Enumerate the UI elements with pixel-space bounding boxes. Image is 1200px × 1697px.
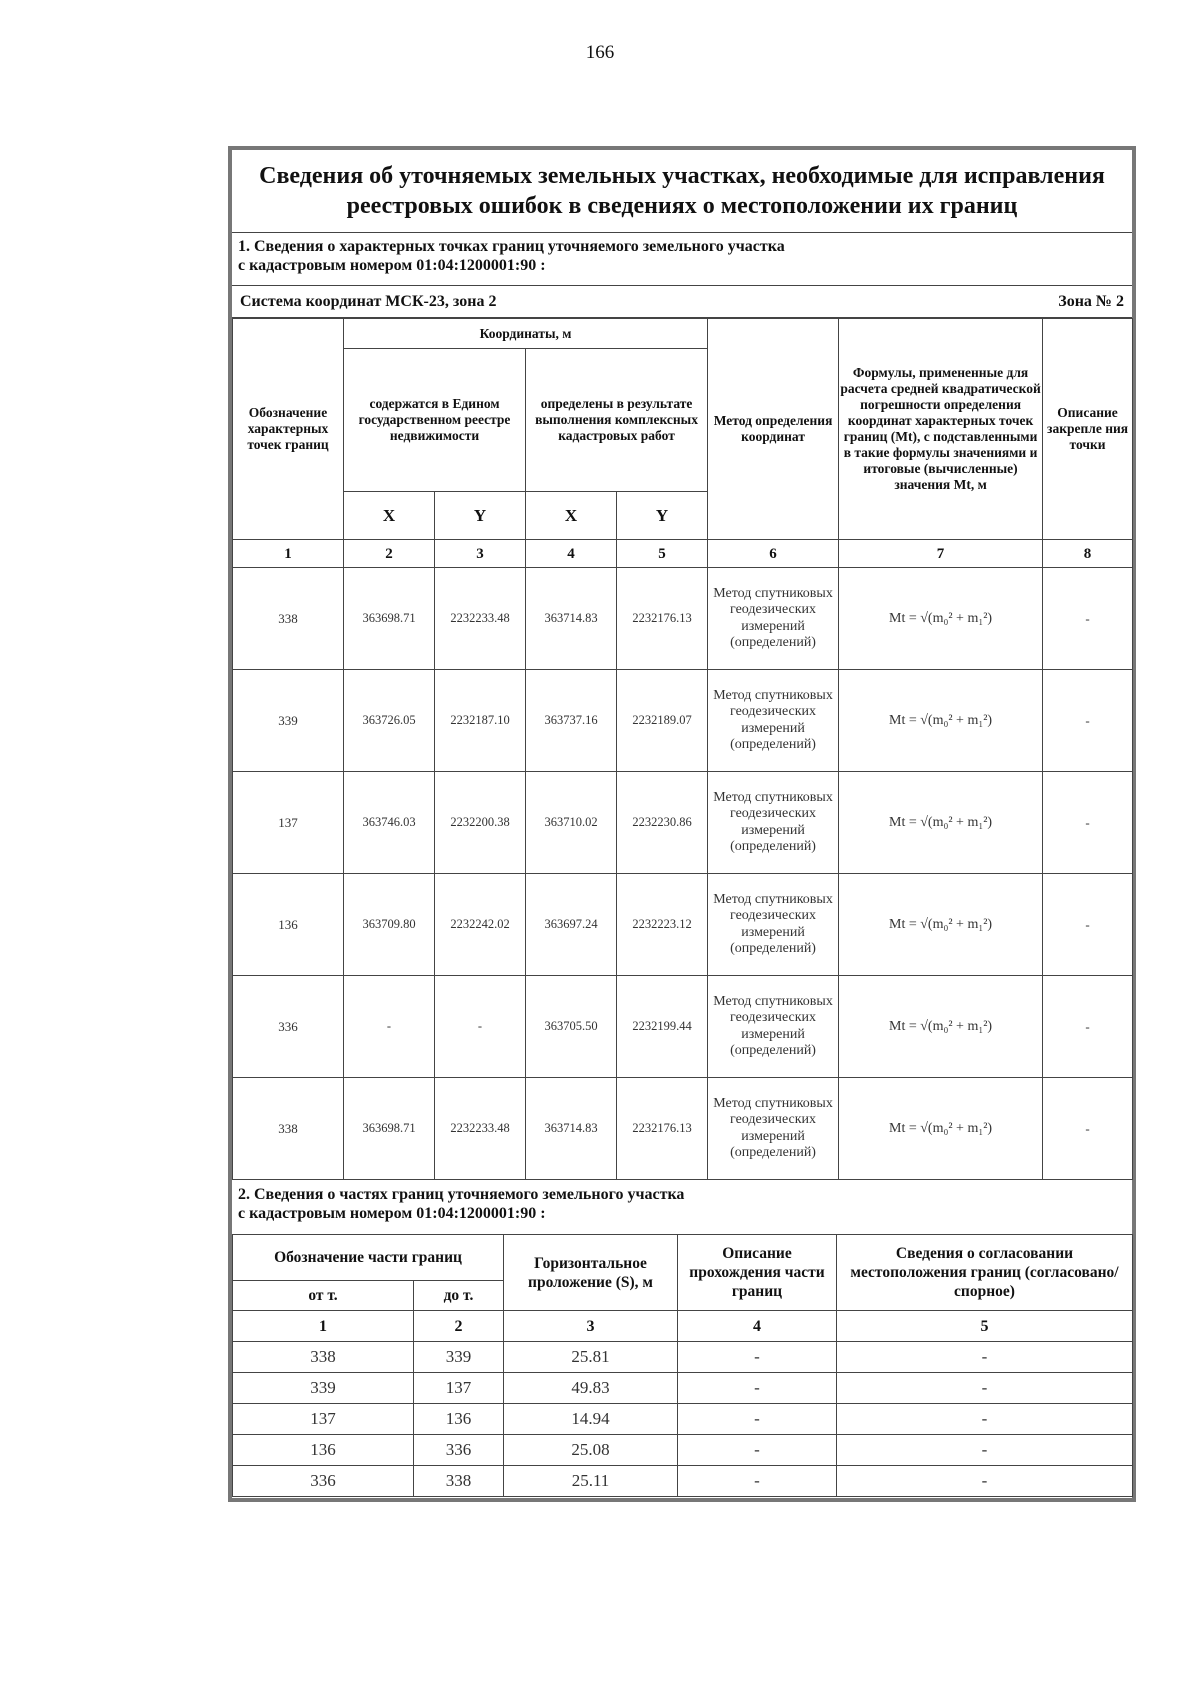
table-row (233, 874, 1133, 976)
table-row (233, 670, 1133, 772)
coord-system: Система координат МСК-23, зона 2 (240, 292, 497, 310)
agreement-status: - (837, 1373, 1133, 1404)
x-registered: 363726.05 (344, 670, 435, 772)
table-row (233, 1078, 1133, 1180)
from-point: 136 (233, 1435, 414, 1466)
header-horizontal: Горизонтальное проложение (S), м (504, 1235, 678, 1311)
point-description: - (1043, 568, 1133, 670)
table-row (233, 568, 1133, 670)
x-determined: 363697.24 (526, 874, 617, 976)
formula: Mt = √(m₀² + m₁²) (839, 670, 1043, 772)
column-number: 8 (1043, 540, 1133, 568)
header-method: Метод определения координат (708, 319, 839, 540)
method: Метод спутниковых геодезических измерений (определений) (708, 976, 839, 1078)
header-registered: содержатся в Едином государственном реестре недвижимости (344, 349, 526, 492)
table-row (233, 1342, 1133, 1373)
document-title-text: Сведения об уточняемых земельных участках, необходимые для исправления реестровых ошибок в сведениях о местоположении их границ (259, 163, 1105, 219)
horizontal-distance: 25.81 (504, 1342, 678, 1373)
formula: Mt = √(m₀² + m₁²) (839, 874, 1043, 976)
coord-system-bar (232, 286, 1132, 318)
column-number: 6 (708, 540, 839, 568)
horizontal-distance: 14.94 (504, 1404, 678, 1435)
method: Метод спутниковых геодезических измерений (определений) (708, 874, 839, 976)
column-number: 4 (526, 540, 617, 568)
point-description: - (1043, 874, 1133, 976)
x-registered: 363698.71 (344, 1078, 435, 1180)
to-point: 338 (414, 1466, 504, 1497)
section2-heading (232, 1180, 1132, 1234)
y-determined: 2232189.07 (617, 670, 708, 772)
x-determined: 363714.83 (526, 1078, 617, 1180)
column-number: 3 (504, 1311, 678, 1342)
y-determined: 2232176.13 (617, 568, 708, 670)
header-y-registered: Y (435, 492, 526, 540)
from-point: 338 (233, 1342, 414, 1373)
from-point: 336 (233, 1466, 414, 1497)
x-determined: 363714.83 (526, 568, 617, 670)
table-row (233, 976, 1133, 1078)
to-point: 137 (414, 1373, 504, 1404)
document-title (232, 150, 1132, 233)
horizontal-distance: 49.83 (504, 1373, 678, 1404)
column-number: 2 (414, 1311, 504, 1342)
from-point: 137 (233, 1404, 414, 1435)
method: Метод спутниковых геодезических измерений (определений) (708, 772, 839, 874)
to-point: 339 (414, 1342, 504, 1373)
header-part-designation: Обозначение части границ (233, 1235, 504, 1281)
header-x-determined: X (526, 492, 617, 540)
passage-description: - (678, 1404, 837, 1435)
point-id: 137 (233, 772, 344, 874)
point-id: 136 (233, 874, 344, 976)
y-determined: 2232176.13 (617, 1078, 708, 1180)
x-registered: 363746.03 (344, 772, 435, 874)
point-id: 338 (233, 568, 344, 670)
header-point-designation: Обозначение характерных точек границ (233, 319, 344, 540)
column-number: 7 (839, 540, 1043, 568)
header-y-determined: Y (617, 492, 708, 540)
page-number: 166 (585, 42, 615, 63)
x-determined: 363710.02 (526, 772, 617, 874)
from-point: 339 (233, 1373, 414, 1404)
formula: Mt = √(m₀² + m₁²) (839, 976, 1043, 1078)
section1-heading-line2: с кадастровым номером 01:04:1200001:90 : (238, 257, 546, 274)
header-x-registered: X (344, 492, 435, 540)
table-row (233, 1404, 1133, 1435)
horizontal-distance: 25.11 (504, 1466, 678, 1497)
y-registered: 2232187.10 (435, 670, 526, 772)
to-point: 136 (414, 1404, 504, 1435)
method: Метод спутниковых геодезических измерений (определений) (708, 568, 839, 670)
table-row (233, 1435, 1133, 1466)
parts-table (232, 1234, 1133, 1497)
method: Метод спутниковых геодезических измерений (определений) (708, 670, 839, 772)
y-registered: 2232200.38 (435, 772, 526, 874)
agreement-status: - (837, 1466, 1133, 1497)
header-to: до т. (414, 1281, 504, 1311)
table-row (233, 772, 1133, 874)
to-point: 336 (414, 1435, 504, 1466)
column-number: 5 (837, 1311, 1133, 1342)
passage-description: - (678, 1342, 837, 1373)
point-id: 339 (233, 670, 344, 772)
header-passage: Описание прохождения части границ (678, 1235, 837, 1311)
document-frame (228, 146, 1136, 1502)
column-number: 4 (678, 1311, 837, 1342)
point-id: 336 (233, 976, 344, 1078)
y-determined: 2232223.12 (617, 874, 708, 976)
x-determined: 363737.16 (526, 670, 617, 772)
y-determined: 2232230.86 (617, 772, 708, 874)
column-number: 3 (435, 540, 526, 568)
horizontal-distance: 25.08 (504, 1435, 678, 1466)
y-registered: 2232233.48 (435, 568, 526, 670)
point-description: - (1043, 772, 1133, 874)
formula: Mt = √(m₀² + m₁²) (839, 1078, 1043, 1180)
y-registered: - (435, 976, 526, 1078)
y-determined: 2232199.44 (617, 976, 708, 1078)
passage-description: - (678, 1373, 837, 1404)
section2-heading-line1: 2. Сведения о частях границ уточняемого земельного участка (238, 1186, 685, 1203)
section2-heading-line2: с кадастровым номером 01:04:1200001:90 : (238, 1205, 546, 1222)
header-from: от т. (233, 1281, 414, 1311)
x-registered: 363709.80 (344, 874, 435, 976)
agreement-status: - (837, 1404, 1133, 1435)
y-registered: 2232233.48 (435, 1078, 526, 1180)
agreement-status: - (837, 1435, 1133, 1466)
x-registered: 363698.71 (344, 568, 435, 670)
header-description: Описание закрепле ния точки (1043, 319, 1133, 540)
column-number: 2 (344, 540, 435, 568)
formula: Mt = √(m₀² + m₁²) (839, 772, 1043, 874)
passage-description: - (678, 1435, 837, 1466)
point-description: - (1043, 670, 1133, 772)
header-determined: определены в результате выполнения комплексных кадастровых работ (526, 349, 708, 492)
passage-description: - (678, 1466, 837, 1497)
y-registered: 2232242.02 (435, 874, 526, 976)
column-number: 1 (233, 540, 344, 568)
section1-heading-line1: 1. Сведения о характерных точках границ уточняемого земельного участка (238, 238, 785, 255)
header-formulas: Формулы, примененные для расчета средней квадратической погрешности определения координат характерных точек границ (Mt), с подставленными в такие формулы значениями и итоговые (вычисленные) значения Mt, м (839, 319, 1043, 540)
point-description: - (1043, 976, 1133, 1078)
method: Метод спутниковых геодезических измерений (определений) (708, 1078, 839, 1180)
x-determined: 363705.50 (526, 976, 617, 1078)
header-agreement: Сведения о согласовании местоположения границ (согласовано/спорное) (837, 1235, 1133, 1311)
header-coordinates: Координаты, м (344, 319, 708, 349)
column-number: 5 (617, 540, 708, 568)
points-table (232, 318, 1133, 1180)
point-id: 338 (233, 1078, 344, 1180)
section1-heading (232, 233, 1132, 286)
column-number: 1 (233, 1311, 414, 1342)
zone-label: Зона № 2 (1058, 292, 1124, 310)
table-row (233, 1373, 1133, 1404)
x-registered: - (344, 976, 435, 1078)
formula: Mt = √(m₀² + m₁²) (839, 568, 1043, 670)
table-row (233, 1466, 1133, 1497)
point-description: - (1043, 1078, 1133, 1180)
agreement-status: - (837, 1342, 1133, 1373)
